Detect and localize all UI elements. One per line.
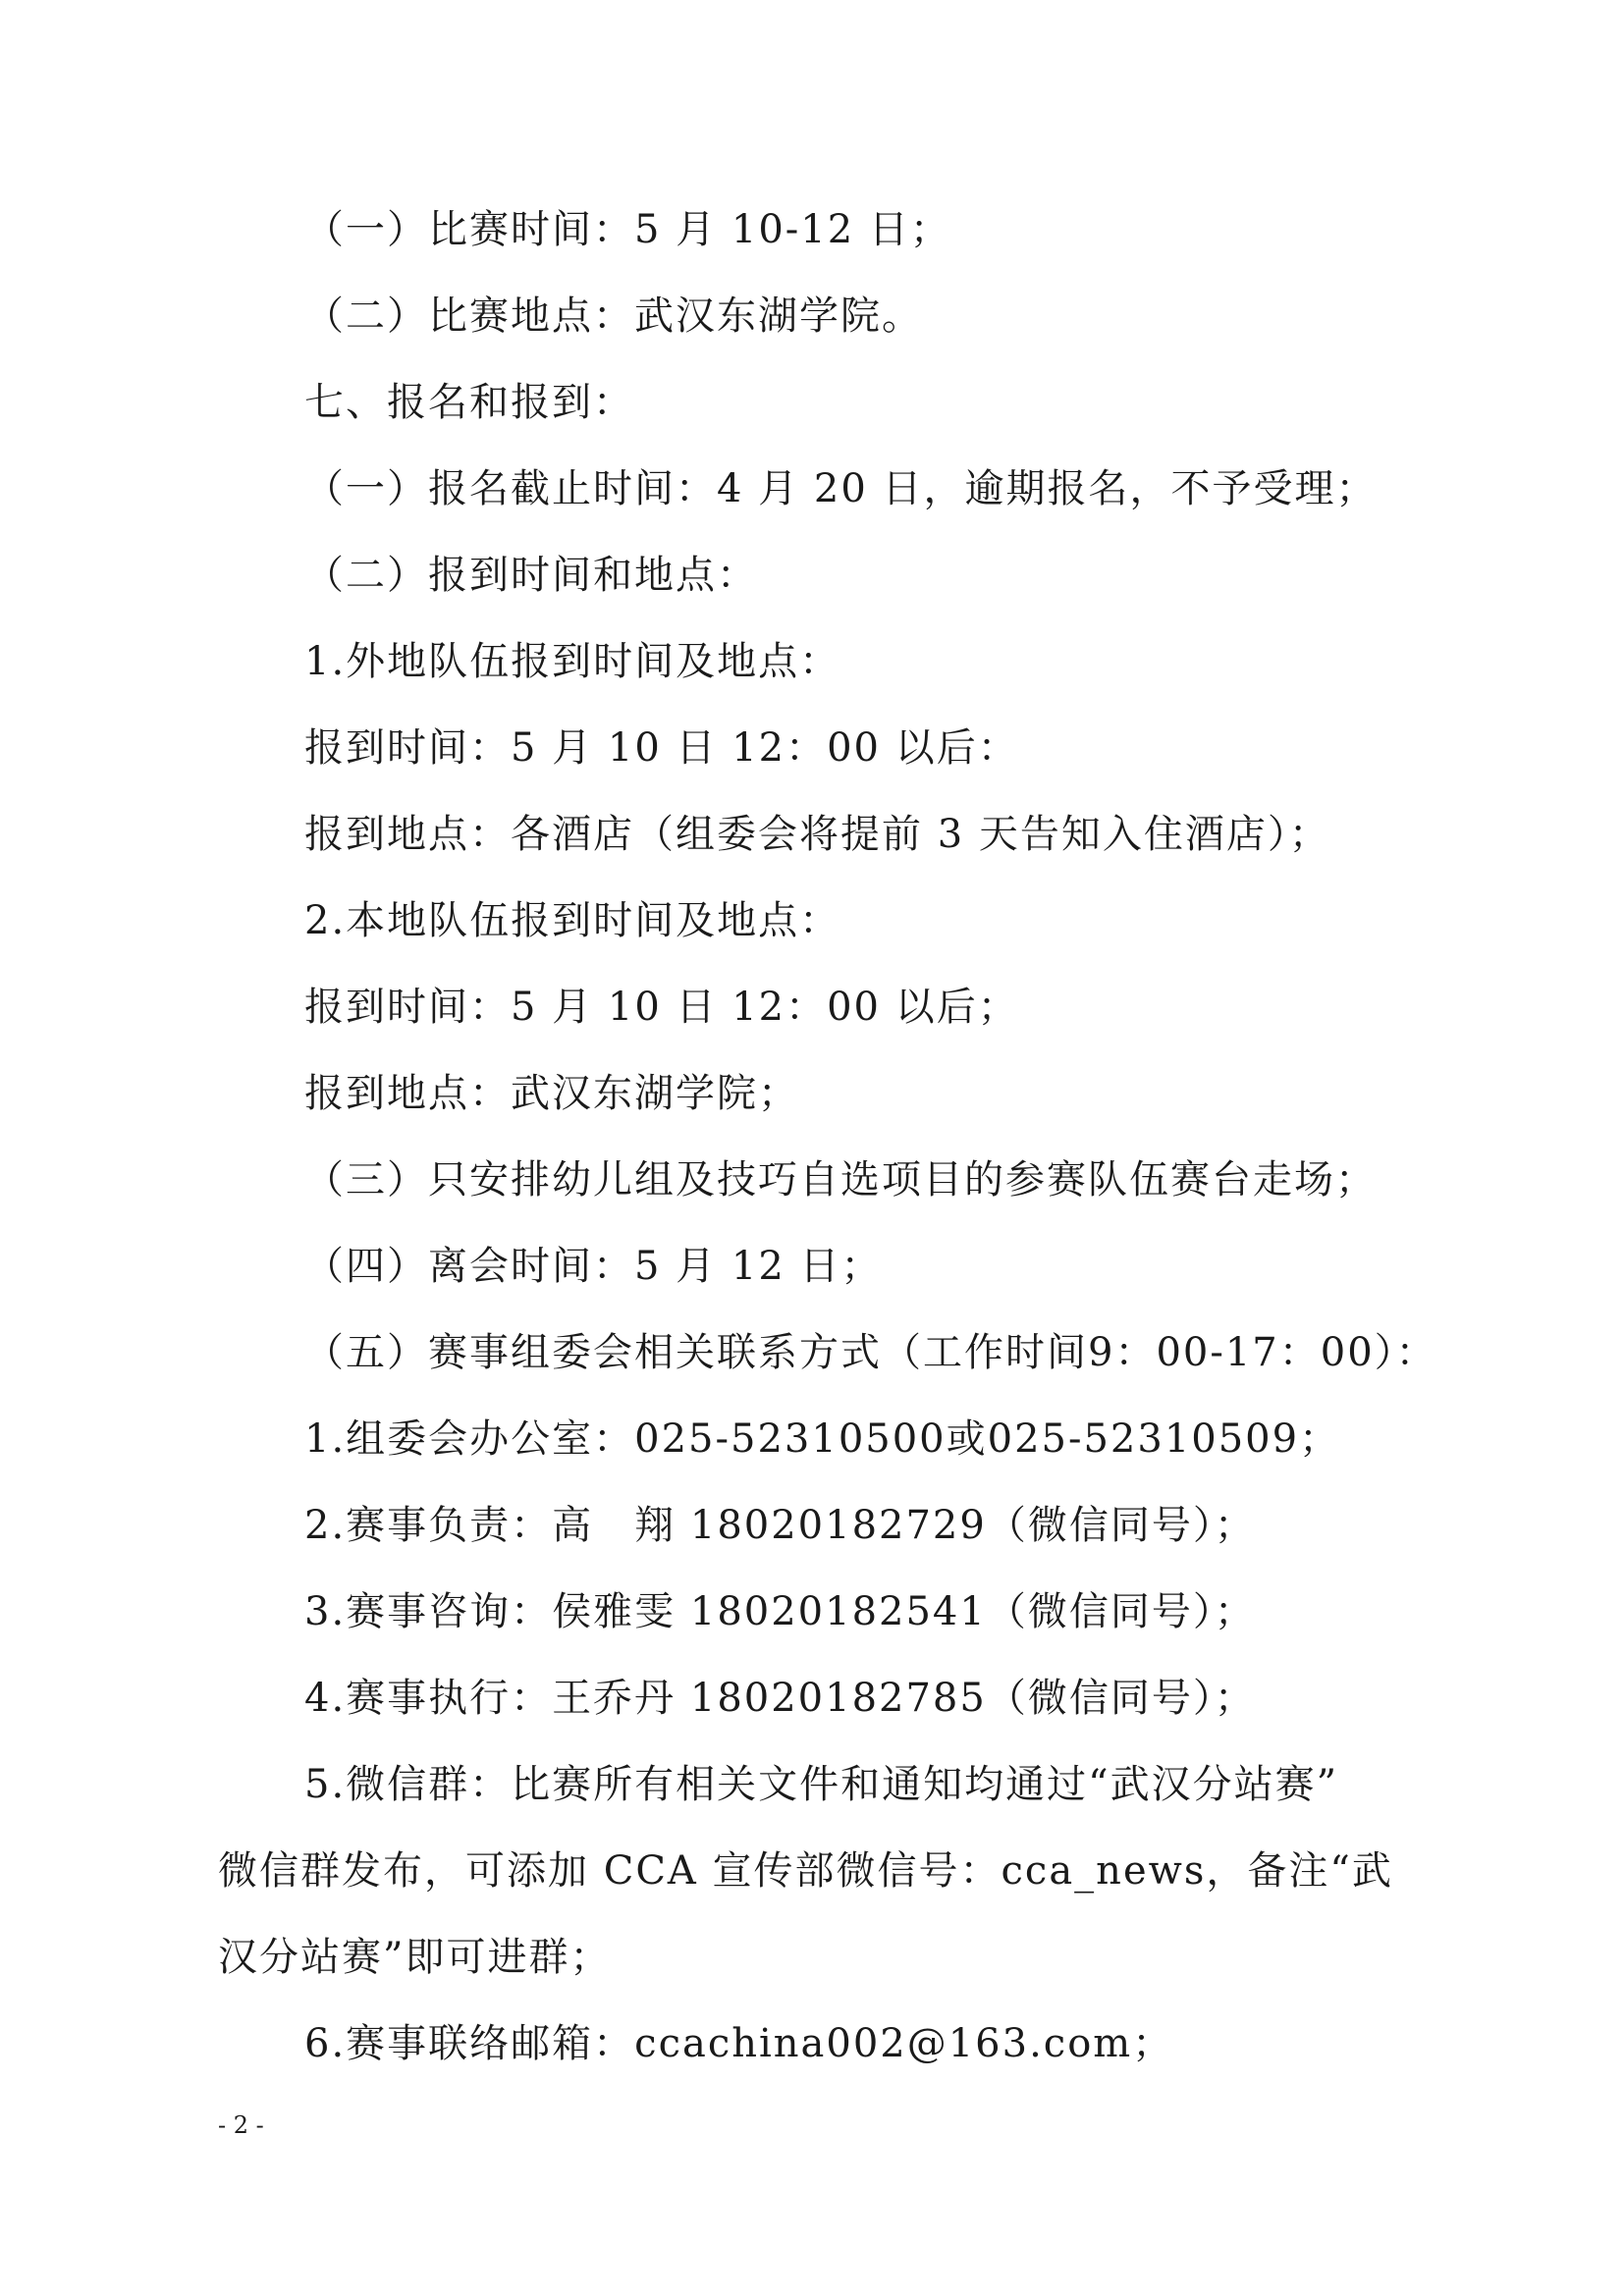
text-line: 报到时间：5 月 10 日 12：00 以后： xyxy=(304,725,1019,771)
text-line: 报到地点：各酒店（组委会将提前 3 天告知入住酒店）； xyxy=(304,812,1330,857)
text-line: 6.赛事联络邮箱：ccachina002@163.com； xyxy=(304,2021,1174,2066)
section-heading: 七、报名和报到： xyxy=(304,380,634,425)
text-line: 1.外地队伍报到时间及地点： xyxy=(304,639,841,684)
text-line: （一）比赛时间：5 月 10-12 日； xyxy=(304,207,951,252)
page-number: - 2 - xyxy=(218,2111,264,2139)
text-line: 5.微信群：比赛所有相关文件和通知均通过“武汉分站赛” xyxy=(304,1762,1339,1807)
text-line: 2.本地队伍报到时间及地点： xyxy=(304,898,841,943)
text-line: 3.赛事咨询：侯雅雯 18020182541（微信同号）； xyxy=(304,1589,1256,1634)
text-line: （二）比赛地点：武汉东湖学院。 xyxy=(304,294,923,339)
text-line: （二）报到时间和地点： xyxy=(304,553,758,598)
text-line: 2.赛事负责：高 翔 18020182729（微信同号）； xyxy=(304,1503,1256,1548)
text-line: （三）只安排幼儿组及技巧自选项目的参赛队伍赛台走场； xyxy=(304,1157,1377,1202)
text-line: （四）离会时间：5 月 12 日； xyxy=(304,1244,883,1289)
text-line: 报到地点：武汉东湖学院； xyxy=(304,1071,799,1116)
text-line: 微信群发布，可添加 CCA 宣传部微信号：cca_news，备注“武 xyxy=(218,1848,1393,1894)
text-line: 4.赛事执行：王乔丹 18020182785（微信同号）； xyxy=(304,1676,1256,1721)
text-line: 报到时间：5 月 10 日 12：00 以后； xyxy=(304,985,1019,1030)
text-line: 1.组委会办公室：025-52310500或025-52310509； xyxy=(304,1416,1341,1462)
text-line: （五）赛事组委会相关联系方式（工作时间9：00-17：00）： xyxy=(304,1330,1437,1375)
text-line: （一）报名截止时间：4 月 20 日，逾期报名，不予受理； xyxy=(304,466,1378,511)
text-line: 汉分站赛”即可进群； xyxy=(218,1935,612,1980)
